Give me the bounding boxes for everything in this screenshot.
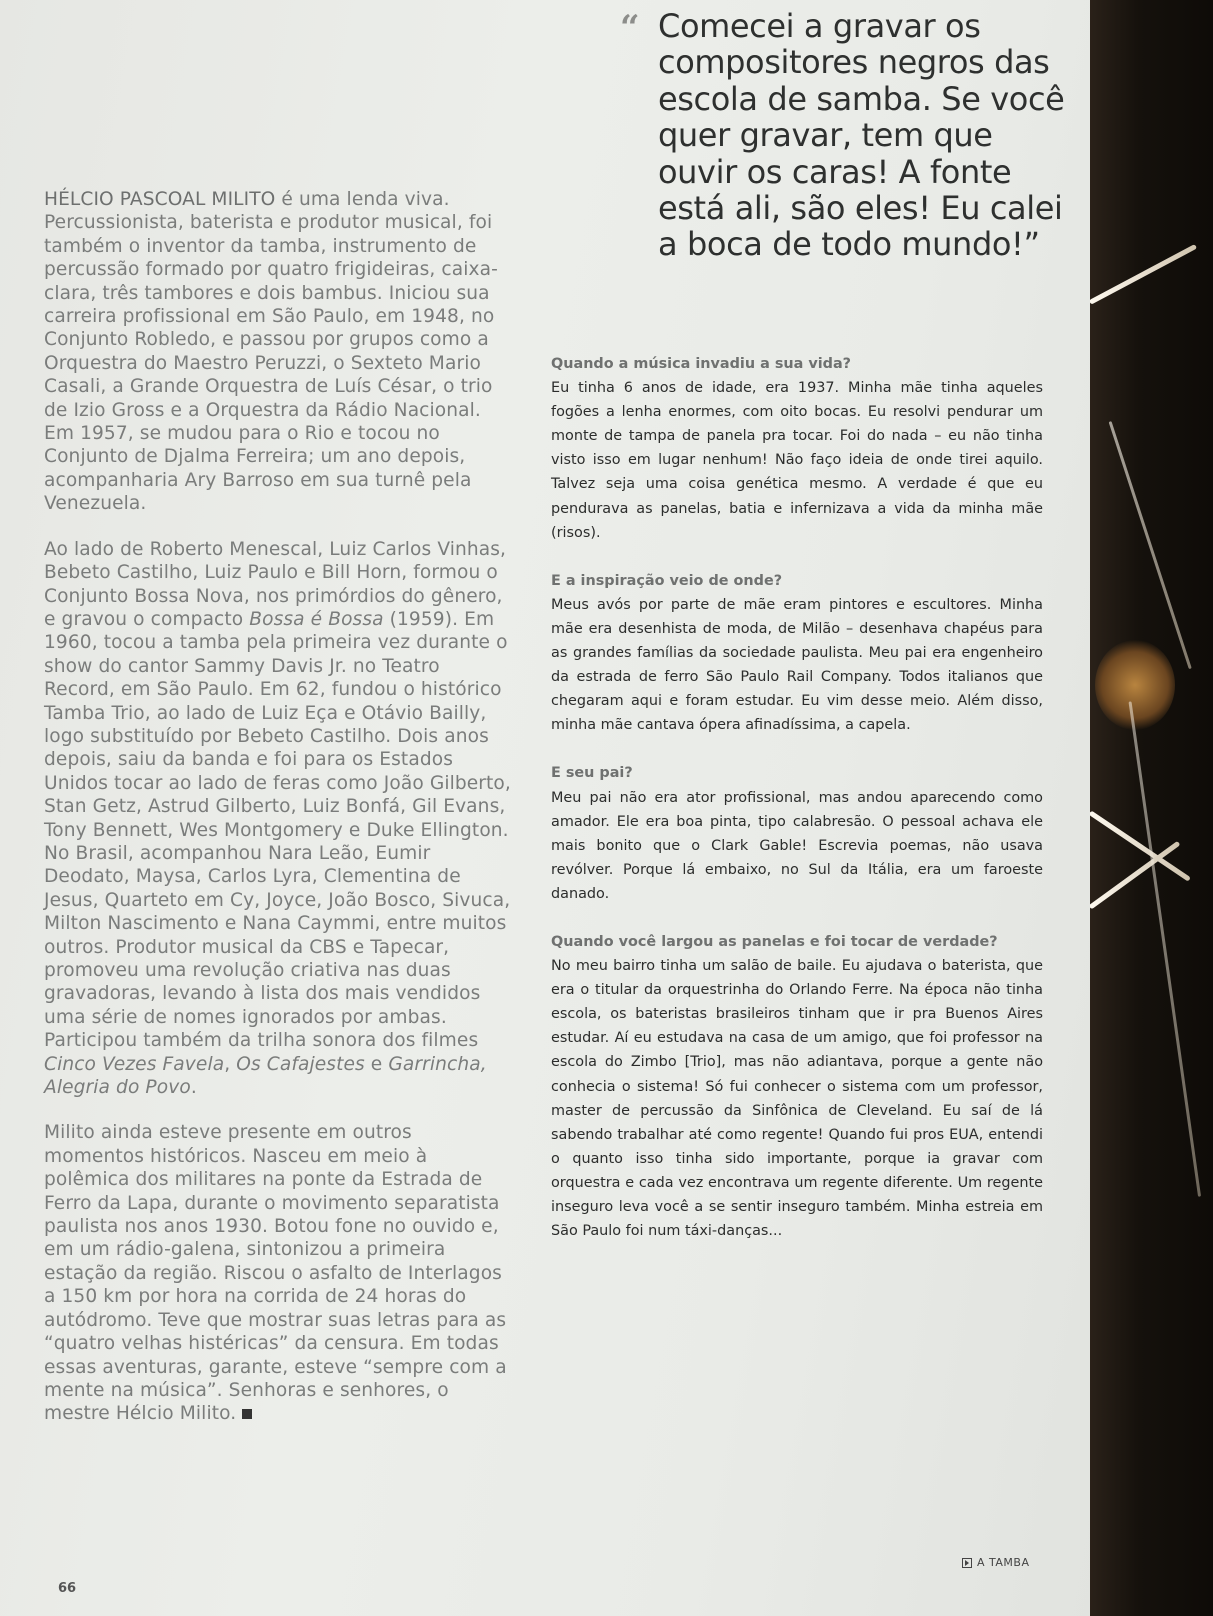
- photo-highlight: [1095, 640, 1175, 730]
- bio-p2-g: e: [364, 1053, 389, 1075]
- drumstick-1: [1090, 244, 1197, 305]
- interview-answer-3: Meu pai não era ator profissional, mas andou aparecendo como amador. Ele era boa pinta, tipo calabresão. O pessoal achava ele mais bonito que o Clark Gable! Escrevia poemas, não usava revólver. Porque lá embaixo, no Sul da Itália, era um faroeste danado.: [551, 789, 1043, 902]
- section-label: A TAMBA: [977, 1556, 1030, 1569]
- play-icon: [962, 1558, 972, 1568]
- interview-answer-2: Meus avós por parte de mãe eram pintores e escultores. Minha mãe era desenhista de moda, de Milão – desenhava chapéus para as grandes famílias da sociedade paulista. Meu pai era engenheiro da estrada de ferro São Paulo Rail Company. Todos italianos que chegaram aqui e foram estudar. Eu vim desse meio. Além disso, minha mãe cantava ópera afinadíssima, a capela.: [551, 596, 1043, 734]
- bio-paragraph-2: [44, 538, 514, 1100]
- bio-p2-i: .: [190, 1077, 197, 1099]
- bio-p2-title-cinco: Cinco Vezes Favela: [44, 1053, 225, 1075]
- section-footer: [962, 1556, 1029, 1569]
- interview-question-4: Quando você largou as panelas e foi tocar de verdade?: [551, 933, 998, 950]
- bio-lead-name: HÉLCIO PASCOAL MILITO: [44, 189, 276, 210]
- bio-p2-title-bossa: Bossa é Bossa: [249, 608, 384, 630]
- bio-p2-title-garrincha: Garrincha, Alegria do Povo: [44, 1053, 487, 1099]
- interview-answer-4: No meu bairro tinha um salão de baile. Eu ajudava o baterista, que era o titular da orquestrinha do Orlando Ferre. Na época não tinha escola, os bateristas brasileiros tinham que ir pra Buenos Aires estudar. Aí eu estudava na casa de um amigo, que foi professor na escola do Zimbo [Trio], mas não adiantava, porque a gente não conhecia o sistema! Só fui conhecer o sistema com um professor, master de percussão da Sinfônica de Cleveland. Eu saí de lá sabendo trabalhar até como regente! Quando fui pros EUA, entendi o quanto isso tinha sido importante, porque ia gravar com orquestra e cada vez encontrava um regente diferente. Um regente inseguro leva você a se sentir inseguro também. Minha estreia em São Paulo foi num táxi-danças...: [551, 958, 1043, 1240]
- interview-column: [551, 352, 1043, 1267]
- drumstick-5: [1129, 701, 1202, 1197]
- end-mark-icon: [242, 1409, 252, 1419]
- pull-quote-text: Comecei a gravar os compositores negros das escola de samba. Se você quer gravar, tem que ouvir os caras! A fonte está ali, são eles! Eu calei a boca de todo mundo!”: [658, 7, 1065, 264]
- quote-mark: “: [620, 8, 640, 48]
- bio-paragraph-3-text: Milito ainda esteve presente em outros momentos históricos. Nasceu em meio à polêmica dos militares na ponte da Estrada de Ferro da Lapa, durante o movimento separatista paulista nos anos 1930. Botou fone no ouvido e, em um rádio-galena, sintonizou a primeira estação da região. Riscou o asfalto de Interlagos a 150 km por hora na corrida de 24 horas do autódromo. Teve que mostrar suas letras para as “quatro velhas histéricas” da censura. Em todas essas aventuras, garante, esteve “sempre com a mente na música”. Senhoras e senhores, o mestre Hélcio Milito.: [44, 1122, 507, 1425]
- pull-quote: [620, 8, 1070, 263]
- bio-paragraph-1: [44, 188, 514, 516]
- bio-paragraph-1-text: é uma lenda viva. Percussionista, baterista e produtor musical, foi também o inventor da tamba, instrumento de percussão formado por quatro frigideiras, caixa-clara, três tambores e dois bambus. Iniciou sua carreira profissional em São Paulo, em 1948, no Conjunto Robledo, e passou por grupos como a Orquestra do Maestro Peruzzi, o Sexteto Mario Casali, a Grande Orquestra de Luís César, o trio de Izio Gross e a Orquestra da Rádio Nacional. Em 1957, se mudou para o Rio e tocou no Conjunto de Djalma Ferreira; um ano depois, acompanharia Ary Barroso em sua turnê pela Venezuela.: [44, 189, 498, 515]
- drumsticks-photo: [1090, 0, 1213, 1616]
- biography-column: [44, 188, 514, 1448]
- interview-question-2: E a inspiração veio de onde?: [551, 572, 783, 589]
- interview-answer-1: Eu tinha 6 anos de idade, era 1937. Minha mãe tinha aqueles fogões a lenha enormes, com oito bocas. Eu resolvi pendurar um monte de tampa de panela pra tocar. Foi do nada – eu não tinha visto isso em lugar nenhum! Não faço ideia de onde tirei aquilo. Talvez seja uma coisa genética mesmo. A verdade é que eu pendurava as panelas, batia e infernizava a vida da minha mãe (risos).: [551, 380, 1043, 541]
- interview-question-3: E seu pai?: [551, 765, 633, 782]
- drumstick-4: [1109, 421, 1192, 669]
- bio-p2-c: (1959). Em 1960, tocou a tamba pela primeira vez durante o show do cantor Sammy Davis Jr. no Teatro Record, em São Paulo. Em 62, fundou o histórico Tamba Trio, ao lado de Luiz Eça e Otávio Bailly, logo substituído por Bebeto Castilho. Dois anos depois, saiu da banda e foi para os Estados Unidos tocar ao lado de feras como João Gilberto, Stan Getz, Astrud Gilberto, Luiz Bonfá, Gil Evans, Tony Bennett, Wes Montgomery e Duke Ellington. No Brasil, acompanhou Nara Leão, Eumir Deodato, Maysa, Carlos Lyra, Clementina de Jesus, Quarteto em Cy, Joyce, João Bosco, Sivuca, Milton Nascimento e Nana Caymmi, entre muitos outros. Produtor musical da CBS e Tapecar, promoveu uma revolução criativa nas duas gravadoras, levando à lista dos mais vendidos uma série de nomes ignorados por ambas. Participou também da trilha sonora dos filmes: [44, 608, 511, 1052]
- page-number: 66: [58, 1581, 77, 1596]
- bio-paragraph-3: [44, 1121, 514, 1425]
- interview-question-1: Quando a música invadiu a sua vida?: [551, 356, 852, 372]
- drumstick-3: [1090, 841, 1180, 910]
- bio-p2-title-cafajestes: Os Cafajestes: [236, 1053, 365, 1075]
- bio-p2-a: Ao lado de Roberto Menescal, Luiz Carlos Vinhas, Bebeto Castilho, Luiz Paulo e Bill Horn, formou o Conjunto Bossa Nova, nos primórdios do gênero, e gravou o compacto: [44, 538, 507, 630]
- bio-p2-e: ,: [224, 1053, 237, 1075]
